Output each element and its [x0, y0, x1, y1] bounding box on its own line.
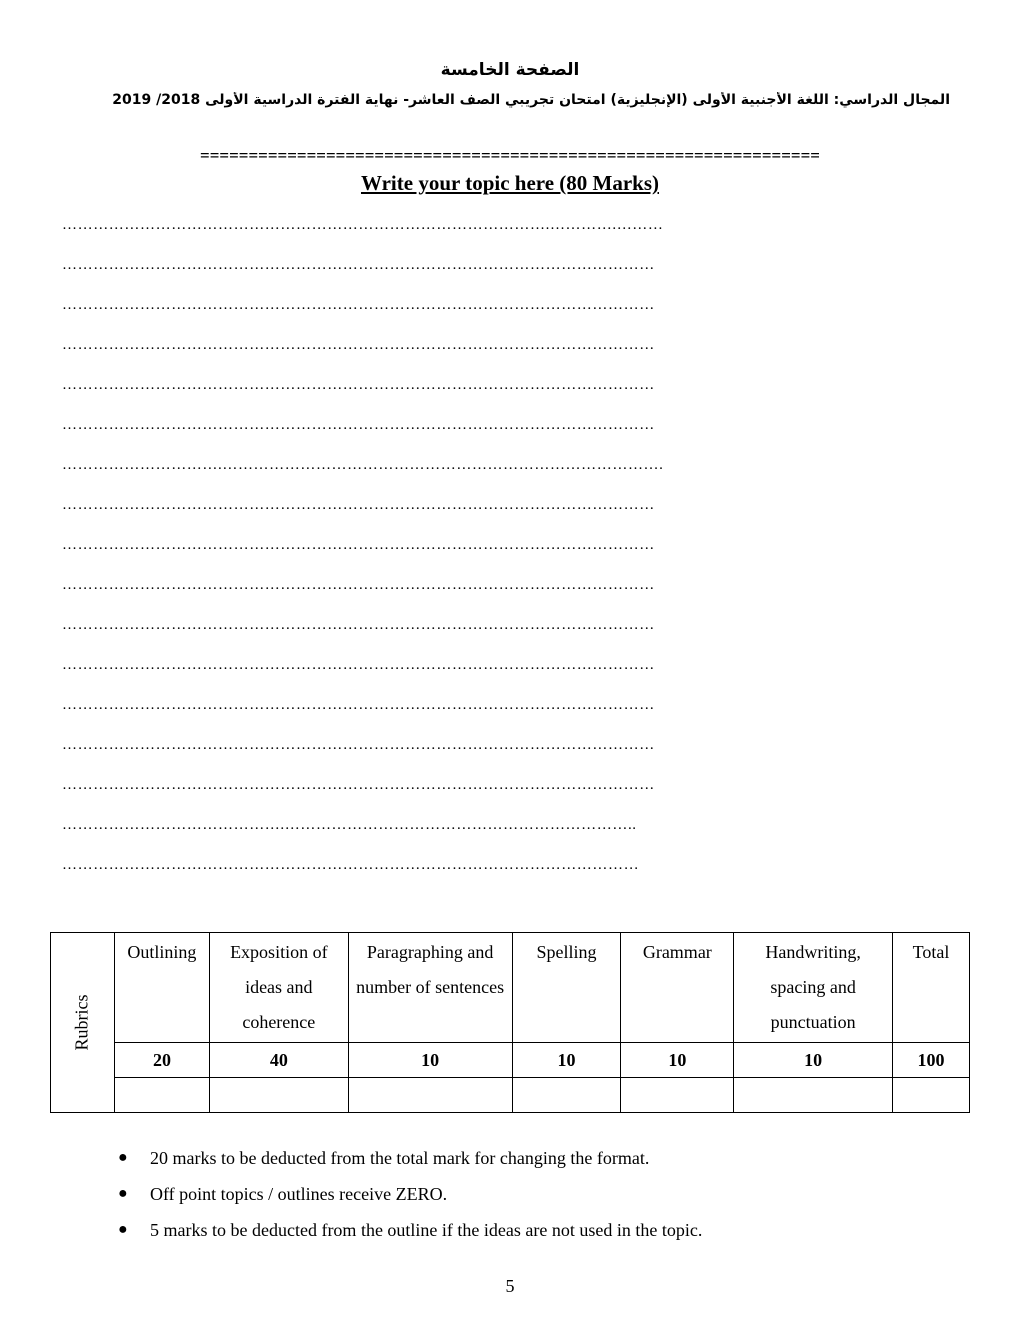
writing-line[interactable]: …………………………………………………………………………………………………… — [62, 777, 655, 793]
writing-line[interactable]: …………………………………………………………………………………………………… — [62, 297, 655, 313]
note-text: 20 marks to be deducted from the total mark for changing the format. — [150, 1148, 650, 1168]
page-number: 5 — [505, 1276, 515, 1296]
rubric-mark-handwriting: 10 — [734, 1043, 893, 1078]
bullet-icon: ● — [118, 1221, 128, 1238]
note-text: Off point topics / outlines receive ZERO. — [150, 1184, 448, 1204]
bullet-icon: ● — [118, 1185, 128, 1202]
rubric-marks-row — [51, 1043, 970, 1078]
writing-line[interactable]: ………………………………………………………………………………….………….……… — [62, 217, 664, 233]
rubric-header-handwriting: Handwriting, spacing and punctuation — [734, 933, 893, 1043]
rubric-header-exposition: Exposition of ideas and coherence — [209, 933, 348, 1043]
note-item — [118, 1179, 978, 1215]
rubric-header-paragraphing: Paragraphing and number of sentences — [348, 933, 512, 1043]
writing-line[interactable]: …………………………………………………………………………………………………… — [62, 697, 655, 713]
rubric-header-total: Total — [893, 933, 970, 1043]
writing-line[interactable]: ………………………….…………………………………………………………………………. — [62, 457, 664, 473]
rubric-score-paragraphing[interactable] — [348, 1078, 512, 1113]
rubric-header-outlining: Outlining — [114, 933, 209, 1043]
writing-line[interactable]: …………………………………………………………………………………………………… — [62, 417, 655, 433]
rubric-side-cell — [51, 933, 115, 1113]
writing-line[interactable]: …………………………………………………………………………………………………… — [62, 497, 655, 513]
rubric-score-spelling[interactable] — [512, 1078, 621, 1113]
writing-line[interactable]: …………………………………………………………………………………………………… — [62, 577, 655, 593]
writing-line[interactable]: …………………………………….………………………………………………………….. — [62, 817, 637, 833]
note-text: 5 marks to be deducted from the outline if the ideas are not used in the topic. — [150, 1220, 703, 1240]
rubric-table — [50, 932, 970, 1113]
arabic-page-title: الصفحة الخامسة — [440, 60, 580, 80]
rubric-mark-grammar: 10 — [621, 1043, 734, 1078]
writing-lines — [62, 217, 962, 897]
note-item — [118, 1215, 978, 1251]
writing-line[interactable]: …………………………………………………………………………………………………… — [62, 337, 655, 353]
rubric-mark-total: 100 — [893, 1043, 970, 1078]
rubric-score-total[interactable] — [893, 1078, 970, 1113]
rubric-score-row — [51, 1078, 970, 1113]
topic-heading: Write your topic here (80 Marks) — [360, 171, 660, 195]
separator-line: ================================================================ — [200, 146, 820, 165]
rubric-mark-exposition: 40 — [209, 1043, 348, 1078]
writing-line[interactable]: ………………………………………………………………………………………………… — [62, 857, 640, 873]
note-item — [118, 1143, 978, 1179]
rubric-score-grammar[interactable] — [621, 1078, 734, 1113]
rubric-mark-spelling: 10 — [512, 1043, 621, 1078]
rubric-header-row — [51, 933, 970, 1043]
writing-line[interactable]: …………………………………………………………………………………………………… — [62, 537, 655, 553]
rubric-score-outlining[interactable] — [114, 1078, 209, 1113]
writing-line[interactable]: …………………………………………………………………………………………………… — [62, 657, 655, 673]
writing-line[interactable]: …………………………………………………………………………………………………… — [62, 377, 655, 393]
rubric-side-label: Rubrics — [71, 994, 92, 1051]
writing-line[interactable]: …………………………………………………………………………………………………… — [62, 257, 655, 273]
writing-line[interactable]: …………………………………………………………………………………………………… — [62, 737, 655, 753]
rubric-header-grammar: Grammar — [621, 933, 734, 1043]
bullet-icon: ● — [118, 1149, 128, 1166]
rubric-score-exposition[interactable] — [209, 1078, 348, 1113]
marking-notes — [118, 1143, 978, 1251]
arabic-exam-subtitle: المجال الدراسي: اللغة الأجنبية الأولى (الإنجليزية) امتحان تجريبي الصف العاشر- نهاية الفترة الدراسية الأولى 2018/ 2019 — [112, 92, 950, 108]
rubric-header-spelling: Spelling — [512, 933, 621, 1043]
writing-line[interactable]: …………………………………………………………………………………………………… — [62, 617, 655, 633]
rubric-score-handwriting[interactable] — [734, 1078, 893, 1113]
rubric-mark-outlining: 20 — [114, 1043, 209, 1078]
rubric-mark-paragraphing: 10 — [348, 1043, 512, 1078]
